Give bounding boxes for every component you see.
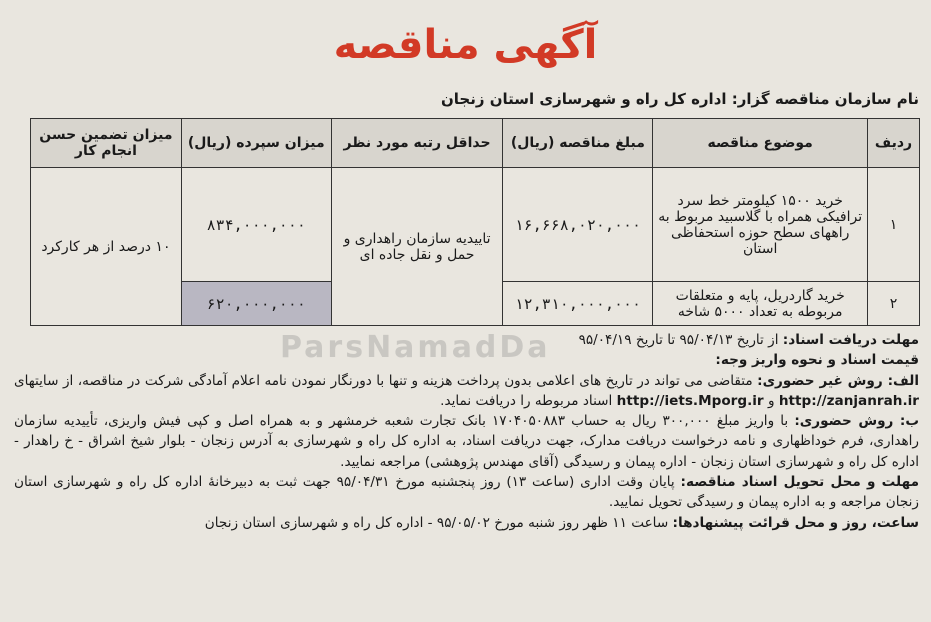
- header-amount: مبلغ مناقصه (ریال): [503, 119, 653, 168]
- notice-body: [14, 330, 919, 533]
- notice-title: آگهی مناقصه: [333, 22, 598, 68]
- deadline-label: مهلت دریافت اسناد:: [782, 332, 919, 348]
- tender-table: [30, 118, 920, 326]
- price-heading: قیمت اسناد و نحوه واریز وجه:: [715, 352, 919, 369]
- guarantee-cell: ۱۰ درصد از هر کارکرد: [31, 168, 182, 326]
- and-text: و: [763, 392, 779, 409]
- header-row-number: ردیف: [868, 119, 920, 168]
- row-amount: ۱۶,۶۶۸,۰۲۰,۰۰۰: [503, 168, 653, 282]
- opening-label: ساعت، روز و محل قرائت پیشنهادها:: [672, 514, 919, 531]
- row-subject: خرید ۱۵۰۰ کیلومتر خط سرد ترافیکی همراه با گلاسبید مربوط به راههای سطح حوزه استحفاظی استان: [653, 168, 868, 282]
- header-performance-guarantee: میزان تضمین حسن انجام کار: [31, 119, 182, 168]
- opening-text: ساعت ۱۱ ظهر روز شنبه مورخ ۹۵/۰۵/۰۲ - اداره کل راه و شهرسازی استان زنجان: [204, 514, 673, 531]
- watermark: ParsNamadDa: [280, 330, 551, 365]
- section-a-text: متقاضی می تواند در تاریخ های اعلامی بدون پرداخت هزینه و تنها با دورنگار نمودن نامه اعلام آمادگی شرکت در مناقصه، از سایتهای: [14, 372, 758, 389]
- deadline-line: [14, 330, 919, 350]
- table-row: [31, 168, 920, 282]
- row-deposit: ۸۳۴,۰۰۰,۰۰۰: [181, 168, 331, 282]
- organizer-line: نام سازمان مناقصه گزار: اداره کل راه و شهرسازی استان زنجان: [440, 90, 919, 108]
- row-number: ۲: [868, 282, 920, 326]
- site-link-iets[interactable]: http://iets.Mporg.ir: [616, 392, 764, 409]
- section-b-text: با واریز مبلغ ۳۰۰,۰۰۰ ریال به حساب ۱۷۰۴۰۵۰۸۸۳ بانک تجارت شعبه خرمشهر و به همراه اصل و کپی فیش واریزی، تأییدیه سازمان راهداری، فرم خوداظهاری و نامه درخواست دریافت مدارک، جهت دریافت اسناد، به اداره کل راه و شهرسازی به آدرس زنجان - بلوار شیخ اشراق - خ راهدار - اداره کل راه و شهرسازی استان زنجان - اداره پیمان و رسیدگی (آقای مهندس پژوهشی) مراجعه نمایید.: [14, 413, 919, 470]
- row-deposit: ۶۲۰,۰۰۰,۰۰۰: [181, 282, 331, 326]
- header-min-rank: حداقل رتبه مورد نظر: [331, 119, 503, 168]
- row-subject: خرید گاردریل، پایه و متعلقات مربوطه به تعداد ۵۰۰۰ شاخه: [653, 282, 868, 326]
- section-a-paragraph: [14, 371, 919, 412]
- header-deposit: میزان سپرده (ریال): [181, 119, 331, 168]
- delivery-text: پایان وقت اداری (ساعت ۱۳) روز پنجشنبه مورخ ۹۵/۰۴/۳۱ جهت ثبت به دبیرخانهٔ اداره کل راه و شهرسازی استان زنجان مراجعه و به اداره پیمان و رسیدگی تحویل نمایید.: [14, 474, 919, 511]
- delivery-paragraph: [14, 472, 919, 513]
- opening-paragraph: [14, 513, 919, 533]
- section-b-label: ب: روش حضوری:: [794, 413, 919, 430]
- section-a-end: اسناد مربوطه را دریافت نماید.: [440, 392, 617, 409]
- header-subject: موضوع مناقصه: [653, 119, 868, 168]
- section-b-paragraph: [14, 411, 919, 472]
- row-amount: ۱۲,۳۱۰,۰۰۰,۰۰۰: [503, 282, 653, 326]
- site-link-zanjanrah[interactable]: http://zanjanrah.ir: [778, 392, 919, 409]
- row-number: ۱: [868, 168, 920, 282]
- delivery-label: مهلت و محل تحویل اسناد مناقصه:: [680, 474, 919, 491]
- section-a-label: الف: روش غیر حضوری:: [757, 372, 919, 389]
- deadline-text: از تاریخ ۹۵/۰۴/۱۳ تا تاریخ ۹۵/۰۴/۱۹: [578, 332, 783, 348]
- min-rank-cell: تاییدیه سازمان راهداری و حمل و نقل جاده ای: [331, 168, 503, 326]
- table-header-row: [31, 119, 920, 168]
